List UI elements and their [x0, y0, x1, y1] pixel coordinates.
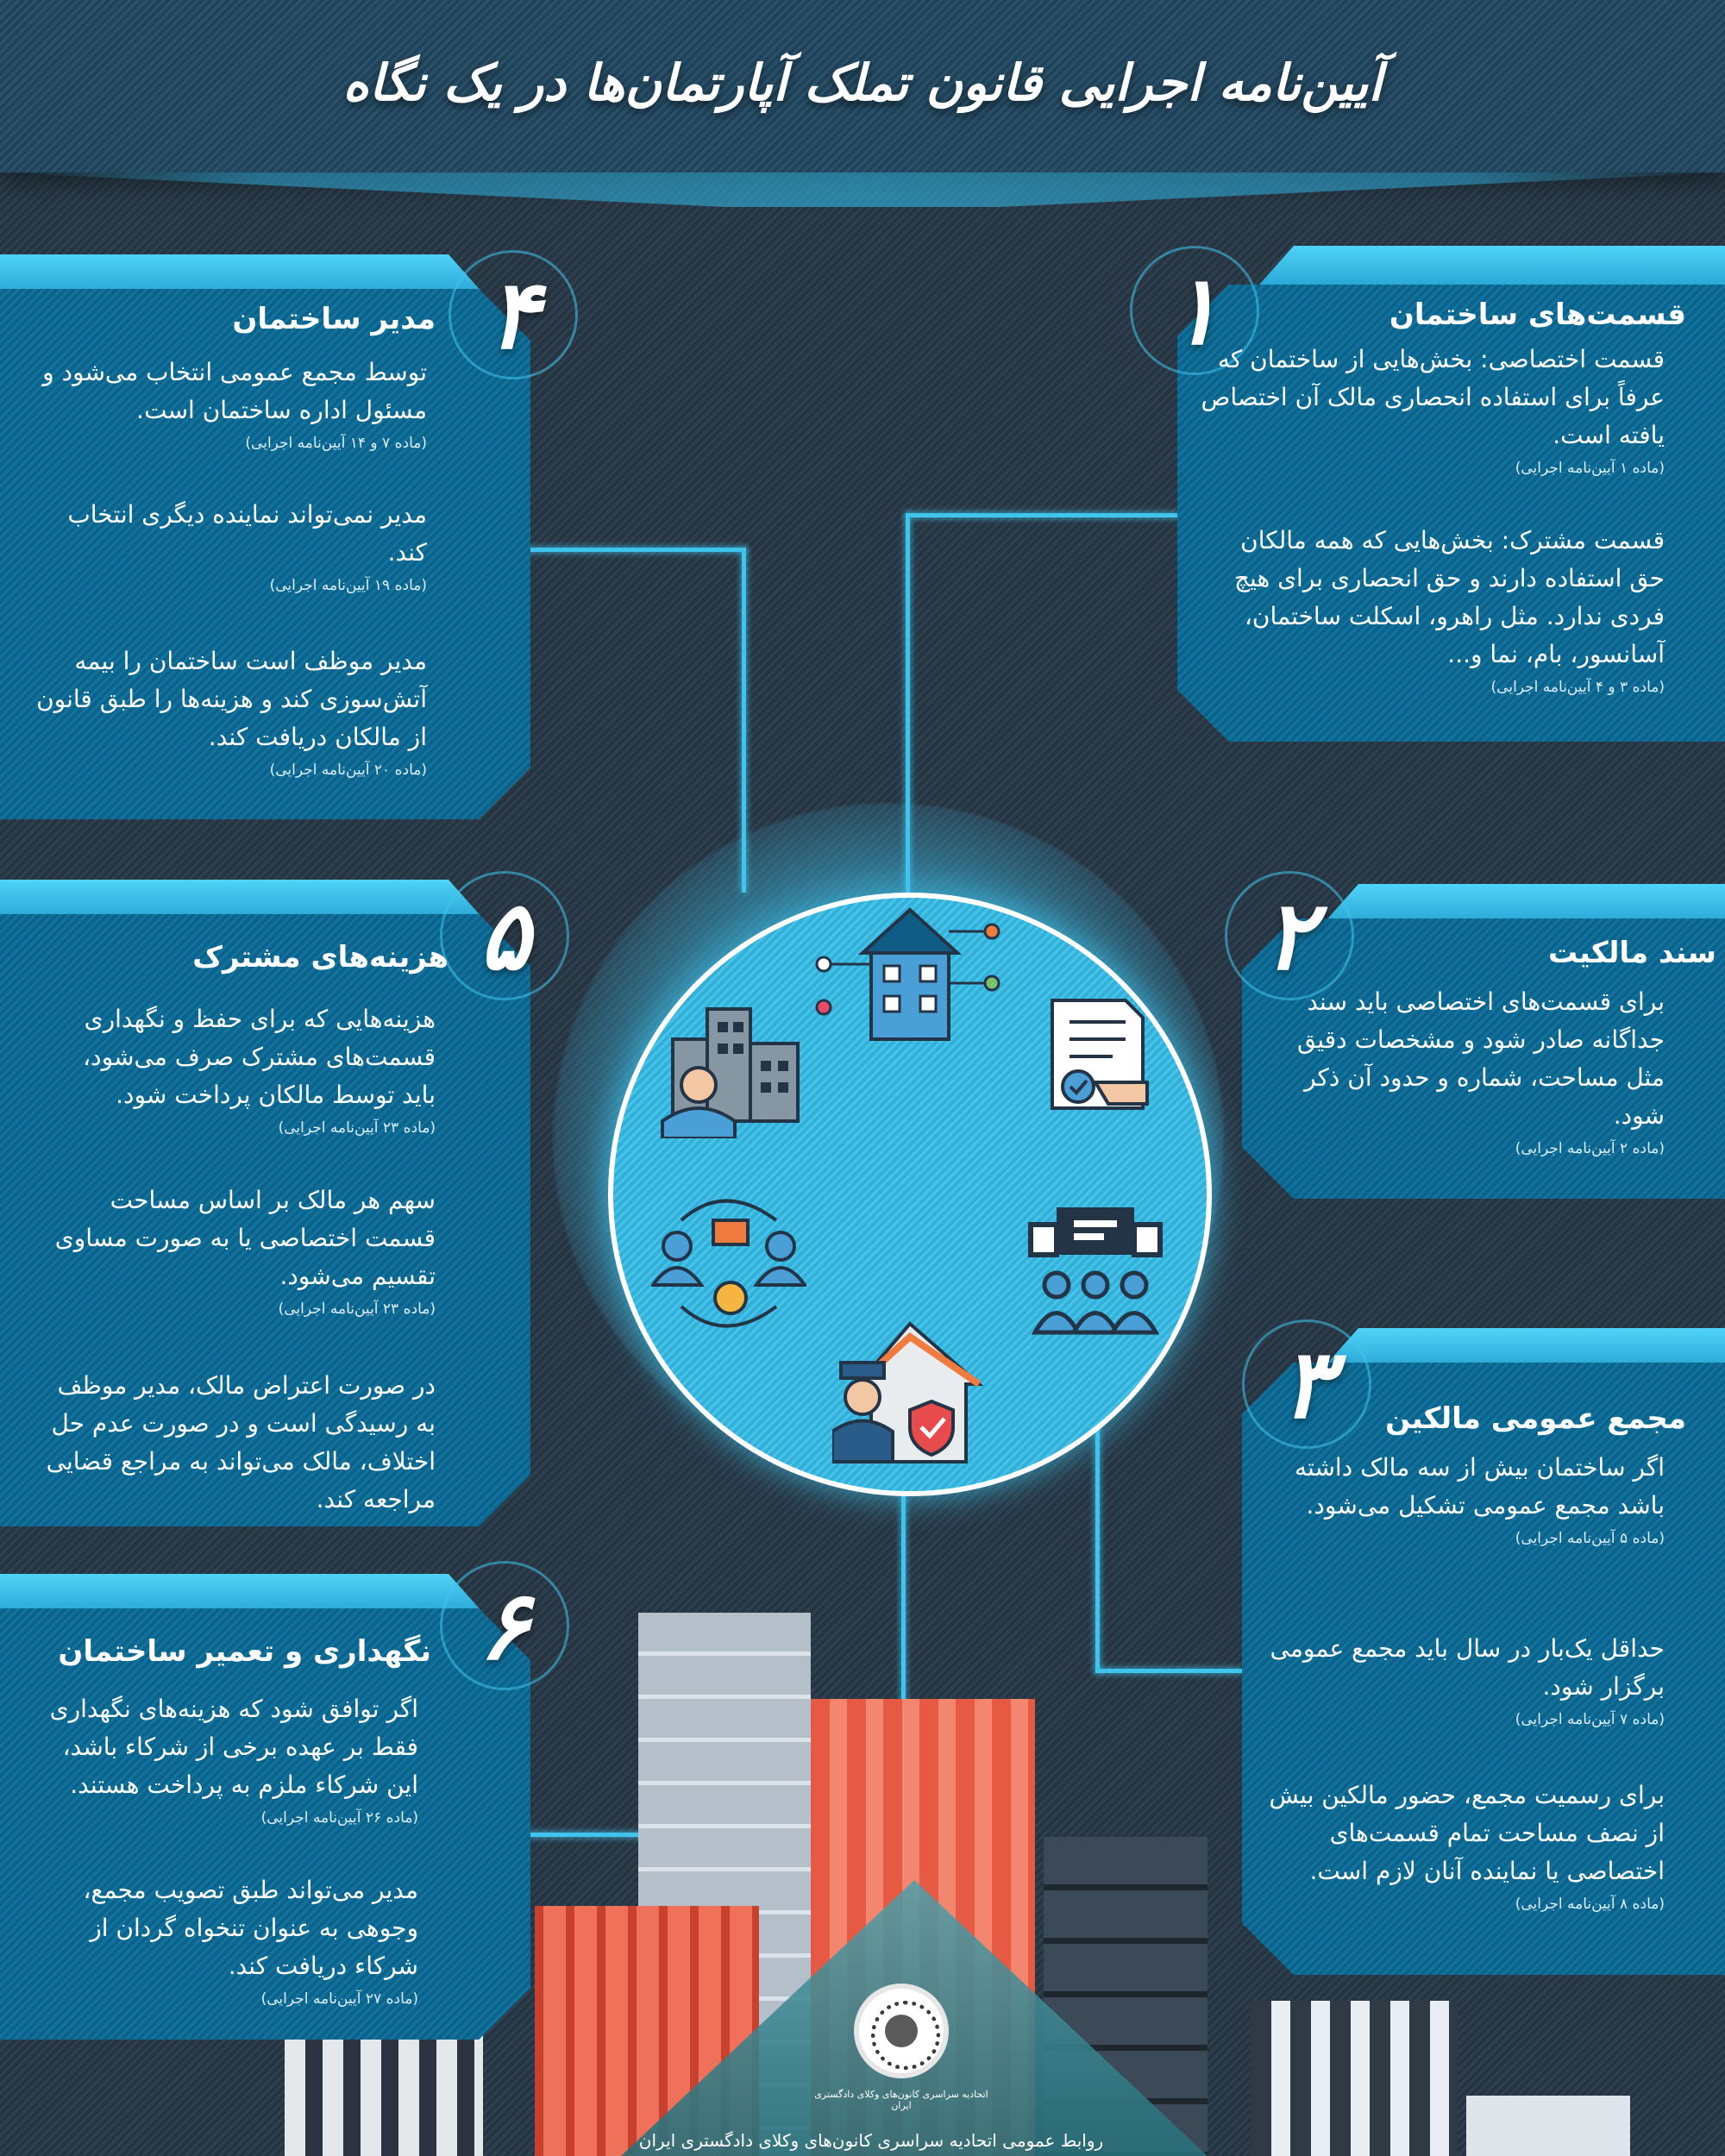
section-item — [1199, 522, 1665, 698]
item-reference: (ماده ۷ آیین‌نامه اجرایی) — [1515, 1711, 1665, 1728]
document-approval-icon — [1044, 996, 1164, 1117]
item-text: توسط مجمع عمومی انتخاب می‌شود و مسئول اداره ساختمان است. — [42, 358, 427, 424]
item-text: هزینه‌هایی که برای حفظ و نگهداری قسمت‌های مشترک صرف می‌شود، باید توسط مالکان پرداخت شود. — [83, 1005, 436, 1109]
item-reference: (ماده ۲ آیین‌نامه اجرایی) — [1515, 1140, 1665, 1157]
item-text: اگر ساختمان بیش از سه مالک داشته باشد مجمع عمومی تشکیل می‌شود. — [1295, 1453, 1665, 1520]
meeting-group-icon — [1026, 1203, 1164, 1341]
section-item — [1199, 341, 1665, 479]
security-guard-house-icon — [832, 1319, 988, 1466]
panel-tab — [1324, 884, 1725, 923]
section-number: ۱ — [1169, 255, 1220, 366]
item-reference: (ماده ۱ آیین‌نامه اجرایی) — [1515, 460, 1665, 477]
association-logo — [854, 1984, 949, 2078]
panel-tab — [1259, 246, 1725, 285]
item-text: مدیر نمی‌تواند نماینده دیگری انتخاب کند. — [67, 500, 427, 567]
panel-tab — [0, 1574, 483, 1613]
item-text: برای قسمت‌های اختصاصی باید سند جداگانه صادر شود و مشخصات دقیق مثل مساحت، شماره و حدود آن ذکر شود. — [1296, 987, 1665, 1130]
panel-tab — [0, 254, 483, 293]
section-item — [43, 1181, 436, 1319]
section-title: مجمع عمومی مالکین — [1385, 1401, 1686, 1436]
item-reference: (ماده ۲۷ آیین‌نامه اجرایی) — [260, 1990, 418, 2008]
connector-line — [906, 513, 1182, 517]
item-reference: (ماده ۲۶ آیین‌نامه اجرایی) — [260, 1809, 418, 1827]
item-reference: (ماده ۸ آیین‌نامه اجرایی) — [1515, 1896, 1665, 1913]
building-manager-icon — [656, 992, 811, 1138]
item-text: مدیر موظف است ساختمان را بیمه آتش‌سوزی کند و هزینه‌ها را طبق قانون از مالکان دریافت کند. — [36, 647, 427, 751]
section-item — [43, 1690, 418, 1828]
item-reference: (ماده ۲۰ آیین‌نامه اجرایی) — [269, 761, 427, 779]
section-item — [1268, 1777, 1665, 1915]
cost-sharing-icon — [651, 1194, 806, 1332]
section-item — [34, 642, 427, 780]
item-reference: (ماده ۳ و ۴ آیین‌نامه اجرایی) — [1490, 679, 1665, 696]
item-text: در صورت اعتراض مالک، مدیر موظف به رسیدگی است و در صورت عدم حل اختلاف، مالک می‌تواند به مراجع قضایی مراجعه کند. — [46, 1371, 436, 1514]
item-reference: (ماده ۱۹ آیین‌نامه اجرایی) — [269, 577, 427, 594]
item-text: مدیر می‌تواند طبق تصویب مجمع، وجوهی به عنوان تنخواه گردان از شرکاء دریافت کند. — [83, 1876, 418, 1980]
section-item — [1268, 983, 1665, 1159]
skyline-building — [1466, 2096, 1630, 2156]
item-text: سهم هر مالک بر اساس مساحت قسمت اختصاصی یا به صورت مساوی تقسیم می‌شود. — [54, 1186, 436, 1290]
section-item — [43, 1871, 418, 2009]
page-title: آیین‌نامه اجرایی قانون تملک آپارتمان‌ها در یک نگاه — [342, 53, 1383, 112]
connector-line — [1095, 1669, 1242, 1673]
section-number: ۳ — [1281, 1329, 1333, 1439]
section-item — [1268, 1630, 1665, 1730]
item-text: اگر توافق شود که هزینه‌های نگهداری فقط بر عهده برخی از شرکاء باشد، این شرکاء ملزم به پرداخت هستند. — [49, 1695, 418, 1799]
section-item — [34, 354, 427, 454]
section-number: ۵ — [479, 881, 530, 991]
section-title: هزینه‌های مشترک — [192, 940, 448, 975]
section-item — [43, 1367, 436, 1519]
skyline-building — [1251, 2001, 1458, 2156]
item-reference: (ماده ۷ و ۱۴ آیین‌نامه اجرایی) — [245, 435, 427, 452]
section-title: سند مالکیت — [1547, 936, 1716, 970]
section-title: نگهداری و تعمیر ساختمان — [58, 1634, 431, 1669]
section-item — [43, 1000, 436, 1138]
item-text: حداقل یک‌بار در سال باید مجمع عمومی برگزار شود. — [1270, 1634, 1665, 1701]
logo-caption: اتحادیه سراسری کانون‌های وکلای دادگستری ایران — [814, 2089, 988, 2111]
item-reference: (ماده ۵ آیین‌نامه اجرایی) — [1515, 1530, 1665, 1547]
section-title: قسمت‌های ساختمان — [1389, 298, 1686, 332]
section-item — [1268, 1449, 1665, 1549]
footer-text: روابط عمومی اتحادیه سراسری کانون‌های وکلای دادگستری ایران — [638, 2130, 1104, 2151]
panel-tab — [0, 880, 483, 918]
item-text: قسمت مشترک: بخش‌هایی که همه مالکان حق استفاده دارند و حق انحصاری برای هیچ فردی ندارد. مثل راهرو، اسکلت ساختمان، آسانسور، بام، نما و... — [1233, 526, 1665, 668]
item-text: برای رسمیت مجمع، حضور مالکین بیش از نصف مساحت تمام قسمت‌های اختصاصی یا نماینده آنان لازم است. — [1269, 1781, 1665, 1885]
section-item — [34, 496, 427, 596]
connector-line — [526, 548, 746, 552]
item-text: قسمت اختصاصی: بخش‌هایی از ساختمان که عرفاً برای استفاده انحصاری مالک آن اختصاص یافته است. — [1201, 345, 1665, 449]
section-title: مدیر ساختمان — [232, 302, 436, 336]
section-number: ۶ — [479, 1570, 530, 1681]
item-reference: (ماده ۲۳ آیین‌نامه اجرایی) — [278, 1119, 436, 1137]
panel-tab — [1324, 1328, 1725, 1367]
section-number: ۴ — [487, 260, 539, 370]
section-number: ۲ — [1264, 881, 1315, 991]
building-house-network-icon — [815, 906, 1005, 1044]
item-reference: (ماده ۲۳ آیین‌نامه اجرایی) — [278, 1300, 436, 1318]
